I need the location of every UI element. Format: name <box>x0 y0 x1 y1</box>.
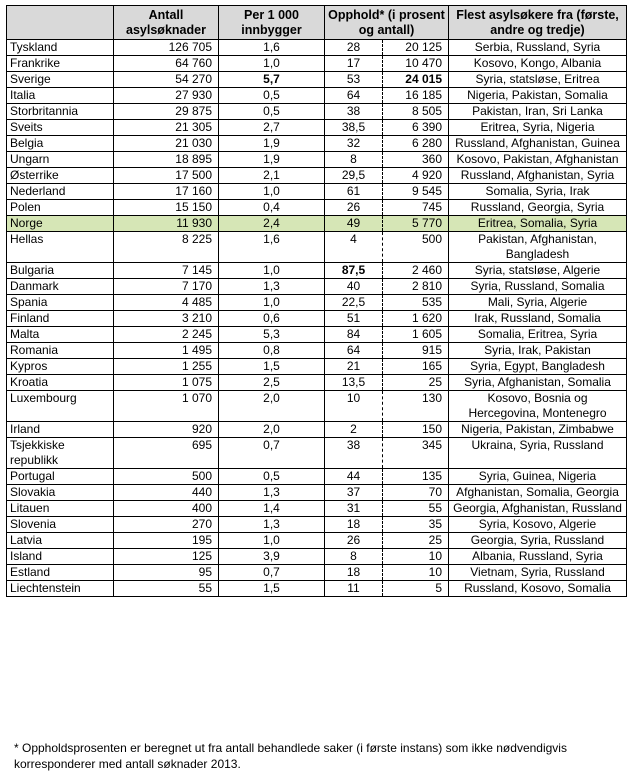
origins-cell: Georgia, Afghanistan, Russland <box>449 501 627 517</box>
applications-cell: 95 <box>114 565 219 581</box>
asylum-table <box>6 5 627 597</box>
residence-count-cell: 150 <box>383 422 449 438</box>
country-cell: Kroatia <box>7 375 114 391</box>
origins-cell: Afghanistan, Somalia, Georgia <box>449 485 627 501</box>
origins-cell: Pakistan, Iran, Sri Lanka <box>449 104 627 120</box>
applications-cell: 21 030 <box>114 136 219 152</box>
per-thousand-cell: 1,6 <box>219 232 325 263</box>
residence-count-cell: 345 <box>383 438 449 469</box>
country-cell: Østerrike <box>7 168 114 184</box>
country-cell: Romania <box>7 343 114 359</box>
residence-count-cell: 6 280 <box>383 136 449 152</box>
table-row <box>7 565 627 581</box>
applications-cell: 695 <box>114 438 219 469</box>
residence-percent-cell: 18 <box>325 565 383 581</box>
country-cell: Hellas <box>7 232 114 263</box>
residence-count-cell: 20 125 <box>383 40 449 56</box>
table-row <box>7 327 627 343</box>
country-cell: Island <box>7 549 114 565</box>
country-cell: Litauen <box>7 501 114 517</box>
applications-cell: 270 <box>114 517 219 533</box>
per-thousand-cell: 0,5 <box>219 104 325 120</box>
per-thousand-cell: 0,7 <box>219 565 325 581</box>
table-row <box>7 136 627 152</box>
table-row <box>7 485 627 501</box>
country-cell: Ungarn <box>7 152 114 168</box>
applications-cell: 126 705 <box>114 40 219 56</box>
residence-count-cell: 535 <box>383 295 449 311</box>
residence-percent-cell: 49 <box>325 216 383 232</box>
table-row <box>7 295 627 311</box>
residence-count-cell: 165 <box>383 359 449 375</box>
origins-cell: Somalia, Syria, Irak <box>449 184 627 200</box>
applications-cell: 54 270 <box>114 72 219 88</box>
applications-cell: 440 <box>114 485 219 501</box>
residence-count-cell: 4 920 <box>383 168 449 184</box>
country-cell: Belgia <box>7 136 114 152</box>
table-row <box>7 40 627 56</box>
origins-cell: Pakistan, Afghanistan, Bangladesh <box>449 232 627 263</box>
origins-cell: Mali, Syria, Algerie <box>449 295 627 311</box>
per-thousand-cell: 1,3 <box>219 517 325 533</box>
table-row <box>7 501 627 517</box>
per-thousand-cell: 1,5 <box>219 581 325 597</box>
origins-cell: Vietnam, Syria, Russland <box>449 565 627 581</box>
table-row <box>7 120 627 136</box>
residence-percent-cell: 22,5 <box>325 295 383 311</box>
per-thousand-cell: 1,0 <box>219 533 325 549</box>
country-cell: Polen <box>7 200 114 216</box>
residence-count-cell: 500 <box>383 232 449 263</box>
per-thousand-cell: 5,3 <box>219 327 325 343</box>
table-row <box>7 438 627 469</box>
country-cell: Italia <box>7 88 114 104</box>
residence-percent-cell: 2 <box>325 422 383 438</box>
table-row <box>7 375 627 391</box>
per-thousand-cell: 1,0 <box>219 184 325 200</box>
applications-cell: 1 495 <box>114 343 219 359</box>
table-header <box>7 6 627 40</box>
applications-cell: 125 <box>114 549 219 565</box>
residence-percent-cell: 38 <box>325 104 383 120</box>
per-thousand-cell: 1,0 <box>219 56 325 72</box>
applications-cell: 11 930 <box>114 216 219 232</box>
country-cell: Sverige <box>7 72 114 88</box>
residence-percent-cell: 32 <box>325 136 383 152</box>
residence-percent-cell: 21 <box>325 359 383 375</box>
residence-percent-cell: 4 <box>325 232 383 263</box>
applications-cell: 4 485 <box>114 295 219 311</box>
residence-count-cell: 360 <box>383 152 449 168</box>
applications-cell: 920 <box>114 422 219 438</box>
table-row <box>7 152 627 168</box>
per-thousand-cell: 1,9 <box>219 152 325 168</box>
per-thousand-cell: 0,5 <box>219 469 325 485</box>
origins-cell: Nigeria, Pakistan, Somalia <box>449 88 627 104</box>
residence-percent-cell: 61 <box>325 184 383 200</box>
country-cell: Slovakia <box>7 485 114 501</box>
residence-percent-cell: 8 <box>325 549 383 565</box>
per-thousand-cell: 2,7 <box>219 120 325 136</box>
applications-cell: 3 210 <box>114 311 219 327</box>
country-cell: Spania <box>7 295 114 311</box>
residence-percent-cell: 28 <box>325 40 383 56</box>
table-row <box>7 517 627 533</box>
residence-count-cell: 8 505 <box>383 104 449 120</box>
per-thousand-cell: 1,6 <box>219 40 325 56</box>
residence-percent-cell: 13,5 <box>325 375 383 391</box>
residence-percent-cell: 51 <box>325 311 383 327</box>
origins-cell: Russland, Georgia, Syria <box>449 200 627 216</box>
origins-cell: Somalia, Eritrea, Syria <box>449 327 627 343</box>
origins-cell: Kosovo, Kongo, Albania <box>449 56 627 72</box>
header-residence: Opphold* (i prosent og antall) <box>325 6 449 40</box>
residence-count-cell: 745 <box>383 200 449 216</box>
origins-cell: Kosovo, Pakistan, Afghanistan <box>449 152 627 168</box>
origins-cell: Syria, statsløse, Eritrea <box>449 72 627 88</box>
applications-cell: 17 160 <box>114 184 219 200</box>
country-cell: Norge <box>7 216 114 232</box>
applications-cell: 8 225 <box>114 232 219 263</box>
residence-count-cell: 10 <box>383 565 449 581</box>
country-cell: Kypros <box>7 359 114 375</box>
residence-percent-cell: 64 <box>325 88 383 104</box>
table-row <box>7 263 627 279</box>
per-thousand-cell: 0,4 <box>219 200 325 216</box>
country-cell: Sveits <box>7 120 114 136</box>
origins-cell: Eritrea, Somalia, Syria <box>449 216 627 232</box>
applications-cell: 55 <box>114 581 219 597</box>
per-thousand-cell: 0,7 <box>219 438 325 469</box>
origins-cell: Syria, Russland, Somalia <box>449 279 627 295</box>
country-cell: Nederland <box>7 184 114 200</box>
origins-cell: Russland, Afghanistan, Guinea <box>449 136 627 152</box>
table-row <box>7 422 627 438</box>
applications-cell: 2 245 <box>114 327 219 343</box>
country-cell: Finland <box>7 311 114 327</box>
header-row <box>7 6 627 40</box>
residence-percent-cell: 64 <box>325 343 383 359</box>
origins-cell: Serbia, Russland, Syria <box>449 40 627 56</box>
residence-percent-cell: 31 <box>325 501 383 517</box>
applications-cell: 64 760 <box>114 56 219 72</box>
table-row <box>7 391 627 422</box>
residence-percent-cell: 37 <box>325 485 383 501</box>
residence-percent-cell: 44 <box>325 469 383 485</box>
table-row <box>7 88 627 104</box>
residence-percent-cell: 10 <box>325 391 383 422</box>
residence-count-cell: 135 <box>383 469 449 485</box>
origins-cell: Nigeria, Pakistan, Zimbabwe <box>449 422 627 438</box>
residence-count-cell: 5 770 <box>383 216 449 232</box>
applications-cell: 400 <box>114 501 219 517</box>
header-country <box>7 6 114 40</box>
residence-count-cell: 1 605 <box>383 327 449 343</box>
per-thousand-cell: 0,5 <box>219 88 325 104</box>
country-cell: Tyskland <box>7 40 114 56</box>
origins-cell: Russland, Afghanistan, Syria <box>449 168 627 184</box>
residence-percent-cell: 38 <box>325 438 383 469</box>
residence-count-cell: 1 620 <box>383 311 449 327</box>
table-row <box>7 311 627 327</box>
applications-cell: 27 930 <box>114 88 219 104</box>
table-row <box>7 184 627 200</box>
applications-cell: 15 150 <box>114 200 219 216</box>
per-thousand-cell: 0,8 <box>219 343 325 359</box>
residence-count-cell: 25 <box>383 375 449 391</box>
origins-cell: Albania, Russland, Syria <box>449 549 627 565</box>
residence-percent-cell: 29,5 <box>325 168 383 184</box>
table-row <box>7 72 627 88</box>
table-row <box>7 581 627 597</box>
residence-count-cell: 915 <box>383 343 449 359</box>
per-thousand-cell: 1,0 <box>219 295 325 311</box>
table-body <box>7 40 627 597</box>
residence-count-cell: 16 185 <box>383 88 449 104</box>
table-row <box>7 232 627 263</box>
residence-count-cell: 35 <box>383 517 449 533</box>
per-thousand-cell: 2,0 <box>219 391 325 422</box>
applications-cell: 195 <box>114 533 219 549</box>
table-row <box>7 533 627 549</box>
table-row <box>7 359 627 375</box>
country-cell: Bulgaria <box>7 263 114 279</box>
per-thousand-cell: 1,4 <box>219 501 325 517</box>
residence-count-cell: 25 <box>383 533 449 549</box>
per-thousand-cell: 2,5 <box>219 375 325 391</box>
applications-cell: 1 255 <box>114 359 219 375</box>
residence-count-cell: 9 545 <box>383 184 449 200</box>
country-cell: Storbritannia <box>7 104 114 120</box>
country-cell: Latvia <box>7 533 114 549</box>
per-thousand-cell: 0,6 <box>219 311 325 327</box>
origins-cell: Russland, Kosovo, Somalia <box>449 581 627 597</box>
residence-percent-cell: 38,5 <box>325 120 383 136</box>
table-row <box>7 104 627 120</box>
table-row <box>7 343 627 359</box>
country-cell: Tsjekkiske republikk <box>7 438 114 469</box>
residence-count-cell: 130 <box>383 391 449 422</box>
country-cell: Luxembourg <box>7 391 114 422</box>
table-row <box>7 549 627 565</box>
per-thousand-cell: 1,5 <box>219 359 325 375</box>
per-thousand-cell: 1,3 <box>219 279 325 295</box>
residence-percent-cell: 17 <box>325 56 383 72</box>
residence-percent-cell: 87,5 <box>325 263 383 279</box>
applications-cell: 1 070 <box>114 391 219 422</box>
residence-count-cell: 5 <box>383 581 449 597</box>
country-cell: Irland <box>7 422 114 438</box>
applications-cell: 7 145 <box>114 263 219 279</box>
applications-cell: 500 <box>114 469 219 485</box>
residence-count-cell: 2 460 <box>383 263 449 279</box>
origins-cell: Syria, Irak, Pakistan <box>449 343 627 359</box>
table-row <box>7 469 627 485</box>
country-cell: Liechtenstein <box>7 581 114 597</box>
applications-cell: 7 170 <box>114 279 219 295</box>
per-thousand-cell: 3,9 <box>219 549 325 565</box>
country-cell: Danmark <box>7 279 114 295</box>
country-cell: Portugal <box>7 469 114 485</box>
applications-cell: 17 500 <box>114 168 219 184</box>
origins-cell: Syria, Guinea, Nigeria <box>449 469 627 485</box>
residence-count-cell: 6 390 <box>383 120 449 136</box>
applications-cell: 21 305 <box>114 120 219 136</box>
country-cell: Frankrike <box>7 56 114 72</box>
residence-percent-cell: 8 <box>325 152 383 168</box>
applications-cell: 1 075 <box>114 375 219 391</box>
table-row <box>7 168 627 184</box>
origins-cell: Syria, Egypt, Bangladesh <box>449 359 627 375</box>
per-thousand-cell: 2,1 <box>219 168 325 184</box>
residence-percent-cell: 26 <box>325 533 383 549</box>
per-thousand-cell: 1,3 <box>219 485 325 501</box>
origins-cell: Syria, statsløse, Algerie <box>449 263 627 279</box>
residence-count-cell: 10 470 <box>383 56 449 72</box>
header-applications: Antall asylsøknader <box>114 6 219 40</box>
table-row <box>7 56 627 72</box>
origins-cell: Syria, Kosovo, Algerie <box>449 517 627 533</box>
origins-cell: Irak, Russland, Somalia <box>449 311 627 327</box>
country-cell: Slovenia <box>7 517 114 533</box>
per-thousand-cell: 5,7 <box>219 72 325 88</box>
residence-percent-cell: 18 <box>325 517 383 533</box>
table-row <box>7 200 627 216</box>
residence-count-cell: 55 <box>383 501 449 517</box>
header-top-origins: Flest asylsøkere fra (første, andre og tredje) <box>449 6 627 40</box>
table-row <box>7 216 627 232</box>
table-row <box>7 279 627 295</box>
residence-percent-cell: 84 <box>325 327 383 343</box>
per-thousand-cell: 1,0 <box>219 263 325 279</box>
country-cell: Estland <box>7 565 114 581</box>
per-thousand-cell: 2,0 <box>219 422 325 438</box>
per-thousand-cell: 2,4 <box>219 216 325 232</box>
residence-percent-cell: 26 <box>325 200 383 216</box>
applications-cell: 29 875 <box>114 104 219 120</box>
origins-cell: Ukraina, Syria, Russland <box>449 438 627 469</box>
per-thousand-cell: 1,9 <box>219 136 325 152</box>
residence-count-cell: 70 <box>383 485 449 501</box>
country-cell: Malta <box>7 327 114 343</box>
origins-cell: Eritrea, Syria, Nigeria <box>449 120 627 136</box>
residence-percent-cell: 53 <box>325 72 383 88</box>
residence-count-cell: 10 <box>383 549 449 565</box>
residence-percent-cell: 40 <box>325 279 383 295</box>
origins-cell: Kosovo, Bosnia og Hercegovina, Montenegro <box>449 391 627 422</box>
applications-cell: 18 895 <box>114 152 219 168</box>
origins-cell: Syria, Afghanistan, Somalia <box>449 375 627 391</box>
origins-cell: Georgia, Syria, Russland <box>449 533 627 549</box>
residence-count-cell: 24 015 <box>383 72 449 88</box>
header-per-thousand: Per 1 000 innbygger <box>219 6 325 40</box>
residence-count-cell: 2 810 <box>383 279 449 295</box>
footnote: * Oppholdsprosenten er beregnet ut fra antall behandlede saker (i første instans) som ikke nødvendigvis korresponderer med antall søknader 2013. <box>14 741 567 771</box>
residence-percent-cell: 11 <box>325 581 383 597</box>
